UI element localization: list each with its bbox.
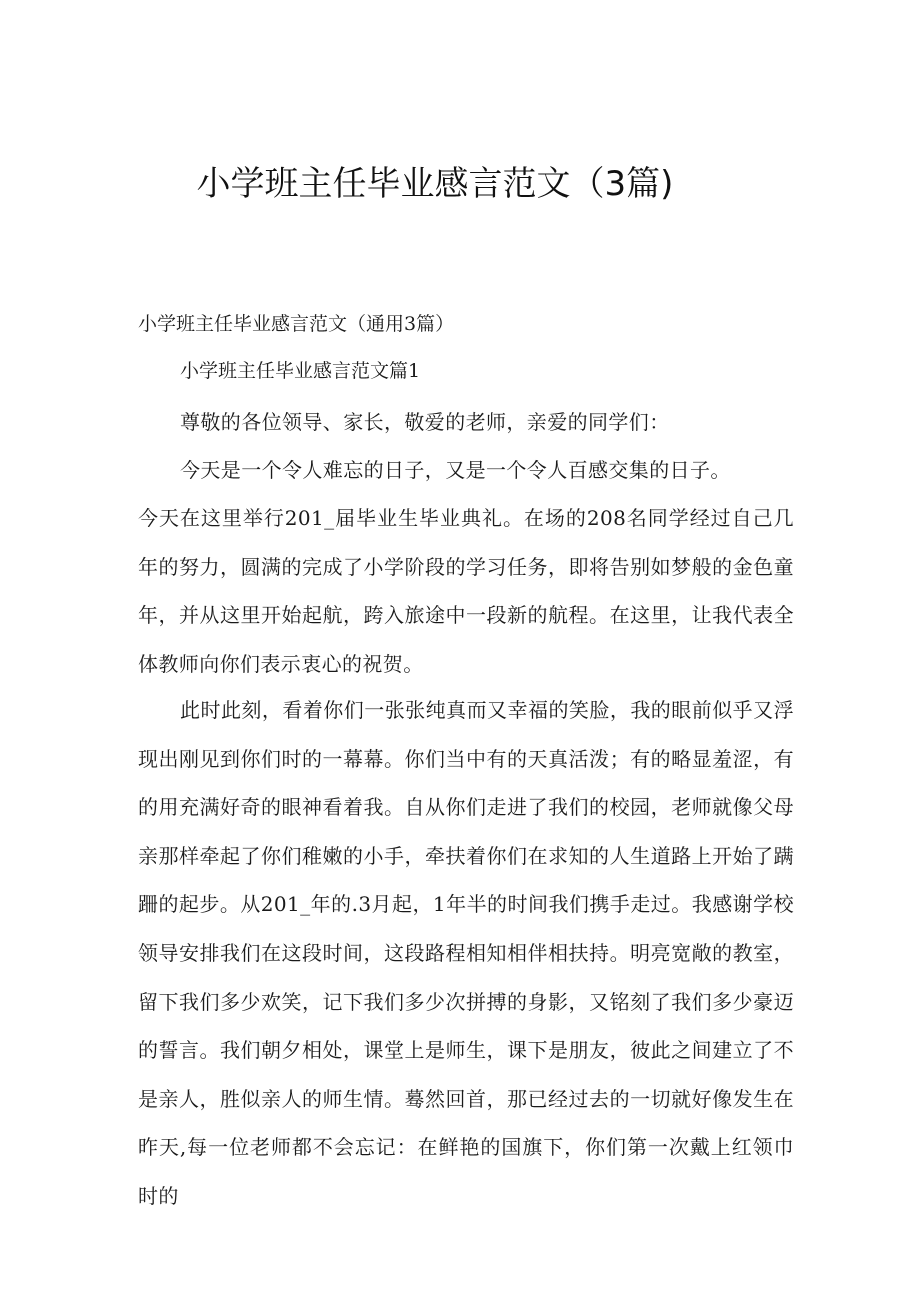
document-subtitle: 小学班主任毕业感言范文（通用3篇）: [138, 313, 455, 335]
section-heading: 小学班主任毕业感言范文篇1: [180, 360, 421, 382]
paragraph-greeting: 尊敬的各位领导、家长，敬爱的老师，亲爱的同学们：: [180, 410, 670, 434]
page-title: 小学班主任毕业感言范文（3篇): [196, 164, 674, 204]
paragraph-memories: 此时此刻，看着你们一张张纯真而又幸福的笑脸，我的眼前似乎又浮现出刚见到你们时的一幕幕。你们当中有的天真活泼；有的略显羞涩，有的用充满好奇的眼神看着我。自从你们走进了我们的校园，老师就像父母亲那样牵起了你们稚嫩的小手，牵扶着你们在求知的人生道路上开始了蹒跚的起步。从201_年的.3月起，1年半的时间我们携手走过。我感谢学校领导安排我们在这段时间，这段路程相知相伴相扶持。明亮宽敞的教室，留下我们多少欢笑，记下我们多少次拼搏的身影，又铭刻了我们多少豪迈的誓言。我们朝夕相处，课堂上是师生，课下是朋友，彼此之间建立了不是亲人，胜似亲人的师生情。蓦然回首，那已经过去的一切就好像发生在昨天,每一位老师都不会忘记：在鲜艳的国旗下，你们第一次戴上红领巾时的: [138, 698, 794, 1208]
paragraph-intro: 今天是一个令人难忘的日子，又是一个令人百感交集的日子。: [180, 458, 731, 482]
paragraph-ceremony: 今天在这里举行201_届毕业生毕业典礼。在场的208名同学经过自己几年的努力，圆满的完成了小学阶段的学习任务，即将告别如梦般的金色童年，并从这里开始起航，跨入旅途中一段新的航程。在这里，让我代表全体教师向你们表示衷心的祝贺。: [138, 506, 794, 676]
